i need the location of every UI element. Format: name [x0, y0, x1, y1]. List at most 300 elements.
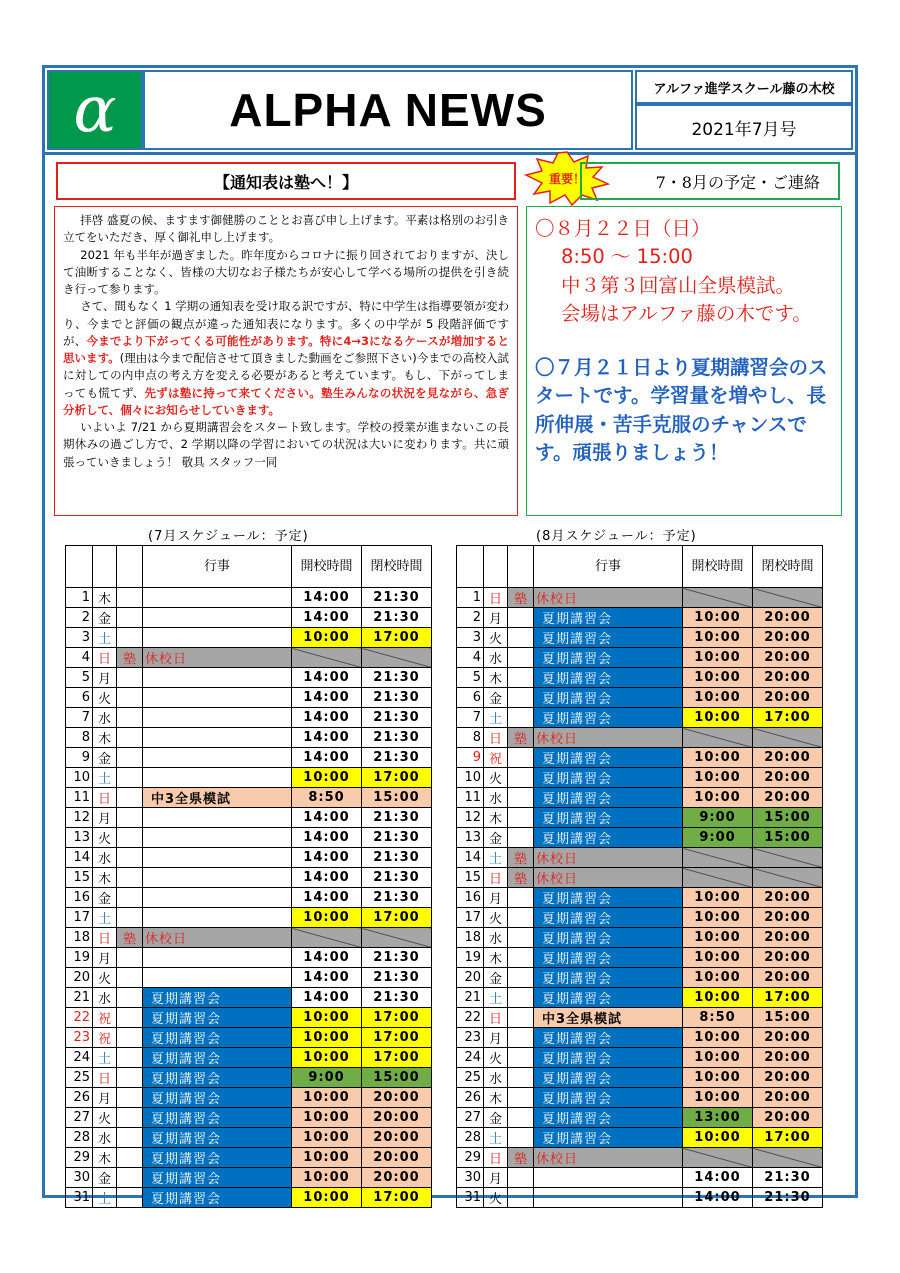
juku-mark — [508, 1028, 534, 1048]
weekday: 日 — [93, 1068, 117, 1088]
event-cell: 夏期講習会 — [534, 968, 683, 988]
weekday: 日 — [484, 1008, 508, 1028]
open-time — [292, 648, 362, 668]
close-time: 20:00 — [753, 1088, 823, 1108]
open-time: 10:00 — [683, 648, 753, 668]
weekday: 日 — [484, 1148, 508, 1168]
day-number: 26 — [457, 1088, 484, 1108]
weekday: 金 — [484, 1108, 508, 1128]
weekday: 土 — [93, 1188, 117, 1208]
juku-mark — [508, 968, 534, 988]
event-cell: 夏期講習会 — [143, 1028, 292, 1048]
juku-mark — [508, 668, 534, 688]
event-cell: 休校日 — [534, 1148, 683, 1168]
day-number: 10 — [457, 768, 484, 788]
day-number: 12 — [66, 808, 93, 828]
open-time: 9:00 — [292, 1068, 362, 1088]
weekday: 日 — [93, 648, 117, 668]
juku-mark — [508, 608, 534, 628]
event-cell: 中3全県模試 — [534, 1008, 683, 1028]
event-cell: 休校日 — [534, 588, 683, 608]
open-time: 10:00 — [683, 748, 753, 768]
close-time: 20:00 — [753, 748, 823, 768]
open-time: 10:00 — [683, 888, 753, 908]
close-time: 20:00 — [753, 788, 823, 808]
weekday: 火 — [484, 1048, 508, 1068]
schedule-row — [457, 1128, 823, 1148]
event-header: 行事 — [534, 546, 683, 588]
juku-mark — [508, 1108, 534, 1128]
day-number: 22 — [457, 1008, 484, 1028]
open-time: 10:00 — [683, 1068, 753, 1088]
close-time: 21:30 — [362, 808, 432, 828]
juku-mark — [117, 668, 143, 688]
open-time: 10:00 — [683, 948, 753, 968]
exam-date-line: 〇８月２２日（日） — [535, 217, 711, 240]
day-number: 24 — [66, 1048, 93, 1068]
summer-course-notice: 〇７月２１日より夏期講習会のスタートです。学習量を増やし、長所伸展・苦手克服のチャンスです。頑張りましょう！ — [535, 356, 828, 464]
schedule-row — [457, 1148, 823, 1168]
schedule-row — [457, 908, 823, 928]
schedule-row — [66, 868, 432, 888]
event-cell: 休校日 — [534, 848, 683, 868]
day-number: 29 — [66, 1148, 93, 1168]
juku-mark — [117, 748, 143, 768]
day-number: 3 — [66, 628, 93, 648]
schedule-notice-heading: 7・8月の予定・ご連絡 — [580, 162, 840, 200]
juku-mark — [508, 1008, 534, 1028]
weekday: 金 — [484, 828, 508, 848]
close-time: 17:00 — [753, 708, 823, 728]
weekday: 月 — [93, 948, 117, 968]
open-time: 8:50 — [292, 788, 362, 808]
exam-time-line: 8:50 ～ 15:00 — [561, 245, 693, 269]
open-time: 14:00 — [292, 848, 362, 868]
weekday: 祝 — [93, 1028, 117, 1048]
event-cell — [143, 868, 292, 888]
event-cell: 夏期講習会 — [534, 808, 683, 828]
schedule-row — [457, 648, 823, 668]
schedule-row — [66, 968, 432, 988]
event-cell — [143, 588, 292, 608]
juku-mark — [508, 908, 534, 928]
day-number: 7 — [66, 708, 93, 728]
weekday: 月 — [93, 808, 117, 828]
close-time: 20:00 — [753, 608, 823, 628]
day-number: 17 — [457, 908, 484, 928]
juku-mark — [508, 708, 534, 728]
event-cell — [143, 948, 292, 968]
event-cell — [143, 628, 292, 648]
close-time — [362, 928, 432, 948]
weekday: 日 — [93, 928, 117, 948]
juku-mark — [508, 1048, 534, 1068]
juku-mark — [117, 688, 143, 708]
event-cell: 夏期講習会 — [534, 948, 683, 968]
juku-mark — [117, 1068, 143, 1088]
day-number: 3 — [457, 628, 484, 648]
schedule-row — [457, 748, 823, 768]
open-time: 10:00 — [683, 608, 753, 628]
day-number: 23 — [457, 1028, 484, 1048]
event-cell: 夏期講習会 — [534, 608, 683, 628]
weekday: 土 — [93, 908, 117, 928]
open-time: 14:00 — [292, 888, 362, 908]
open-time: 14:00 — [292, 868, 362, 888]
close-time: 17:00 — [362, 768, 432, 788]
day-number: 28 — [457, 1128, 484, 1148]
juku-mark — [508, 828, 534, 848]
close-time: 15:00 — [753, 808, 823, 828]
weekday: 木 — [484, 668, 508, 688]
open-time: 10:00 — [292, 1028, 362, 1048]
close-time: 20:00 — [362, 1108, 432, 1128]
letter-emphasis: 今までより下がってくる可能性があります。特に4→3になるケースが増加すると思います。 — [63, 333, 510, 365]
close-time-header: 閉校時間 — [362, 546, 432, 588]
event-cell: 中3全県模試 — [143, 788, 292, 808]
day-number: 15 — [66, 868, 93, 888]
juku-mark — [117, 1188, 143, 1208]
close-time: 21:30 — [362, 748, 432, 768]
open-time: 10:00 — [292, 1108, 362, 1128]
day-number: 30 — [457, 1168, 484, 1188]
schedule-row — [66, 1148, 432, 1168]
event-cell: 夏期講習会 — [143, 1008, 292, 1028]
event-cell — [143, 748, 292, 768]
event-cell: 夏期講習会 — [534, 748, 683, 768]
juku-mark — [508, 988, 534, 1008]
juku-mark — [508, 948, 534, 968]
letter-text: さて、間もなく 1 学期の通知表を受け取る訳ですが、特に中学生は指導要領が変わり、今までと評価の観点が違った通知表になります。多くの中学が 5 段階評価ですが、 — [63, 299, 509, 348]
schedule-row — [66, 688, 432, 708]
day-number: 5 — [457, 668, 484, 688]
close-time: 21:30 — [362, 588, 432, 608]
event-cell — [143, 708, 292, 728]
open-time — [292, 928, 362, 948]
newsletter-title: ALPHA NEWS — [229, 84, 547, 136]
event-cell: 夏期講習会 — [534, 928, 683, 948]
day-number: 14 — [66, 848, 93, 868]
juku-mark — [117, 888, 143, 908]
close-time: 17:00 — [362, 1008, 432, 1028]
close-time — [362, 648, 432, 668]
schedule-row — [66, 988, 432, 1008]
day-number: 16 — [457, 888, 484, 908]
schedule-row — [66, 1068, 432, 1088]
weekday: 土 — [484, 1128, 508, 1148]
day-number: 21 — [66, 988, 93, 1008]
event-cell — [143, 968, 292, 988]
juku-mark — [508, 1128, 534, 1148]
day-number: 18 — [66, 928, 93, 948]
open-time: 10:00 — [683, 688, 753, 708]
weekday: 金 — [93, 608, 117, 628]
august-schedule-table — [456, 545, 823, 1208]
weekday: 月 — [484, 1028, 508, 1048]
day-number: 27 — [66, 1108, 93, 1128]
open-time: 10:00 — [292, 1188, 362, 1208]
close-time: 20:00 — [753, 908, 823, 928]
close-time: 20:00 — [753, 668, 823, 688]
event-cell — [143, 828, 292, 848]
day-number: 25 — [66, 1068, 93, 1088]
open-time: 14:00 — [292, 748, 362, 768]
open-time — [683, 868, 753, 888]
close-time: 20:00 — [753, 968, 823, 988]
event-cell: 休校日 — [143, 928, 292, 948]
event-cell — [143, 728, 292, 748]
weekday: 土 — [93, 628, 117, 648]
weekday: 火 — [484, 908, 508, 928]
juku-mark — [508, 688, 534, 708]
day-number: 17 — [66, 908, 93, 928]
weekday: 火 — [484, 628, 508, 648]
open-time: 9:00 — [683, 808, 753, 828]
open-time: 10:00 — [292, 768, 362, 788]
open-time: 10:00 — [683, 1128, 753, 1148]
open-time: 14:00 — [683, 1168, 753, 1188]
event-cell: 夏期講習会 — [534, 1028, 683, 1048]
schedule-row — [66, 1168, 432, 1188]
weekday: 祝 — [484, 748, 508, 768]
close-time: 21:30 — [362, 608, 432, 628]
day-number: 1 — [66, 588, 93, 608]
juku-mark: 塾 — [508, 588, 534, 608]
event-cell: 休校日 — [143, 648, 292, 668]
schedule-row — [457, 788, 823, 808]
day-number: 31 — [457, 1188, 484, 1208]
schedule-row — [457, 1048, 823, 1068]
schedule-row — [457, 608, 823, 628]
close-time: 15:00 — [753, 1008, 823, 1028]
weekday: 祝 — [93, 1008, 117, 1028]
day-number: 2 — [66, 608, 93, 628]
juku-mark — [508, 928, 534, 948]
day-number: 28 — [66, 1128, 93, 1148]
event-cell — [534, 1168, 683, 1188]
juku-mark — [508, 1068, 534, 1088]
juku-mark — [508, 888, 534, 908]
day-number: 31 — [66, 1188, 93, 1208]
weekday: 月 — [484, 888, 508, 908]
close-time: 15:00 — [362, 788, 432, 808]
important-badge-text: 重要！ — [548, 172, 586, 186]
open-time: 10:00 — [292, 1088, 362, 1108]
schedule-row — [66, 628, 432, 648]
juku-mark — [508, 768, 534, 788]
weekday: 火 — [93, 968, 117, 988]
close-time: 20:00 — [753, 1048, 823, 1068]
weekday: 月 — [93, 1088, 117, 1108]
weekday: 土 — [93, 1048, 117, 1068]
event-cell: 夏期講習会 — [143, 988, 292, 1008]
notice-heading: 【通知表は塾へ！】 — [56, 162, 516, 200]
weekday: 火 — [484, 1188, 508, 1208]
weekday: 水 — [93, 988, 117, 1008]
juku-mark: 塾 — [508, 728, 534, 748]
event-cell: 夏期講習会 — [143, 1148, 292, 1168]
close-time: 15:00 — [362, 1068, 432, 1088]
schedule-row — [457, 688, 823, 708]
close-time: 20:00 — [753, 1028, 823, 1048]
schedule-row — [457, 948, 823, 968]
day-number: 13 — [66, 828, 93, 848]
day-number: 18 — [457, 928, 484, 948]
open-time: 10:00 — [683, 928, 753, 948]
event-cell: 夏期講習会 — [143, 1128, 292, 1148]
juku-mark — [508, 748, 534, 768]
close-time — [753, 588, 823, 608]
open-time — [683, 848, 753, 868]
day-number: 4 — [66, 648, 93, 668]
schedule-row — [66, 828, 432, 848]
close-time: 17:00 — [753, 1128, 823, 1148]
schedule-row — [66, 808, 432, 828]
open-time: 10:00 — [292, 1048, 362, 1068]
event-cell: 夏期講習会 — [143, 1108, 292, 1128]
weekday: 土 — [484, 988, 508, 1008]
close-time: 21:30 — [753, 1188, 823, 1208]
schedule-row — [457, 668, 823, 688]
schedule-row — [66, 748, 432, 768]
juku-mark: 塾 — [117, 648, 143, 668]
close-time: 20:00 — [362, 1168, 432, 1188]
newsletter-title-box — [143, 70, 633, 150]
july-schedule-table — [65, 545, 432, 1208]
day-number: 16 — [66, 888, 93, 908]
open-time: 14:00 — [292, 688, 362, 708]
open-time — [683, 588, 753, 608]
open-time: 14:00 — [683, 1188, 753, 1208]
exam-venue-line: 会場はアルファ藤の木です。 — [561, 301, 812, 325]
juku-mark — [117, 1168, 143, 1188]
open-time: 14:00 — [292, 668, 362, 688]
open-time: 10:00 — [683, 788, 753, 808]
juku-mark — [117, 968, 143, 988]
schedule-row — [66, 1028, 432, 1048]
event-cell — [143, 608, 292, 628]
juku-mark — [117, 828, 143, 848]
event-cell — [143, 808, 292, 828]
letter-paragraph-1: 拝啓 盛夏の候、ますます御健勝のこととお喜び申し上げます。平素は格別のお引き立てをいただき、厚く御礼申し上げます。 — [63, 213, 509, 245]
weekday: 金 — [93, 748, 117, 768]
open-time: 10:00 — [683, 1088, 753, 1108]
open-time: 14:00 — [292, 988, 362, 1008]
juku-mark: 塾 — [508, 848, 534, 868]
close-time: 21:30 — [362, 948, 432, 968]
day-number: 25 — [457, 1068, 484, 1088]
weekday: 金 — [93, 1168, 117, 1188]
alpha-logo — [47, 70, 143, 150]
weekday: 日 — [484, 868, 508, 888]
weekday: 木 — [93, 588, 117, 608]
letter-paragraph-2: 2021 年も半年が過ぎました。昨年度からコロナに振り回されておりますが、決して油断することなく、皆様の大切なお子様たちが安心して学べる場所の提供を引き続き行って参ります。 — [63, 247, 509, 296]
day-number: 14 — [457, 848, 484, 868]
juku-mark — [117, 588, 143, 608]
event-cell: 夏期講習会 — [534, 888, 683, 908]
event-cell: 夏期講習会 — [534, 688, 683, 708]
close-time: 21:30 — [362, 888, 432, 908]
open-time-header: 開校時間 — [683, 546, 753, 588]
day-number: 9 — [66, 748, 93, 768]
weekday: 火 — [484, 768, 508, 788]
juku-mark — [117, 1008, 143, 1028]
open-time: 10:00 — [683, 628, 753, 648]
schedule-row — [457, 1068, 823, 1088]
weekday: 土 — [484, 708, 508, 728]
event-cell: 夏期講習会 — [534, 1068, 683, 1088]
day-number: 20 — [66, 968, 93, 988]
close-time: 17:00 — [362, 908, 432, 928]
event-cell — [143, 688, 292, 708]
close-time: 15:00 — [753, 828, 823, 848]
event-cell: 休校日 — [534, 728, 683, 748]
close-time: 20:00 — [753, 888, 823, 908]
logo-symbol: α — [73, 73, 117, 147]
juku-mark — [117, 808, 143, 828]
close-time: 17:00 — [362, 1028, 432, 1048]
schedule-row — [66, 1188, 432, 1208]
schedule-row — [66, 1088, 432, 1108]
event-cell — [143, 888, 292, 908]
event-cell: 夏期講習会 — [143, 1168, 292, 1188]
day-number: 19 — [457, 948, 484, 968]
event-cell — [143, 768, 292, 788]
issue-date: 2021年7月号 — [635, 104, 853, 150]
schedule-row — [66, 908, 432, 928]
close-time: 20:00 — [753, 1068, 823, 1088]
close-time: 20:00 — [753, 768, 823, 788]
juku-mark — [117, 708, 143, 728]
weekday: 水 — [93, 708, 117, 728]
open-time: 10:00 — [292, 908, 362, 928]
schedule-row — [66, 588, 432, 608]
july-caption: (7月スケジュール：予定) — [148, 529, 309, 544]
day-number: 8 — [66, 728, 93, 748]
close-time: 20:00 — [753, 1108, 823, 1128]
weekday: 木 — [484, 948, 508, 968]
day-number: 27 — [457, 1108, 484, 1128]
juku-mark — [117, 908, 143, 928]
event-cell: 夏期講習会 — [143, 1188, 292, 1208]
schedule-row — [457, 1168, 823, 1188]
weekday: 月 — [484, 1168, 508, 1188]
juku-mark — [117, 868, 143, 888]
letter-paragraph-3 — [63, 298, 509, 419]
weekday: 火 — [93, 688, 117, 708]
open-time: 9:00 — [683, 828, 753, 848]
schedule-row — [457, 768, 823, 788]
day-number: 23 — [66, 1028, 93, 1048]
event-cell: 夏期講習会 — [143, 1088, 292, 1108]
event-cell: 夏期講習会 — [534, 788, 683, 808]
juku-mark — [508, 628, 534, 648]
schedule-row — [457, 728, 823, 748]
juku-mark — [117, 628, 143, 648]
day-number: 1 — [457, 588, 484, 608]
close-time: 21:30 — [362, 668, 432, 688]
day-number: 2 — [457, 608, 484, 628]
schedule-row — [457, 628, 823, 648]
day-number: 19 — [66, 948, 93, 968]
juku-mark — [117, 1088, 143, 1108]
open-time: 14:00 — [292, 828, 362, 848]
exam-name-line: 中３第３回富山全県模試。 — [561, 273, 796, 297]
open-time: 10:00 — [292, 1168, 362, 1188]
open-time: 14:00 — [292, 608, 362, 628]
juku-mark: 塾 — [508, 868, 534, 888]
close-time: 21:30 — [362, 868, 432, 888]
